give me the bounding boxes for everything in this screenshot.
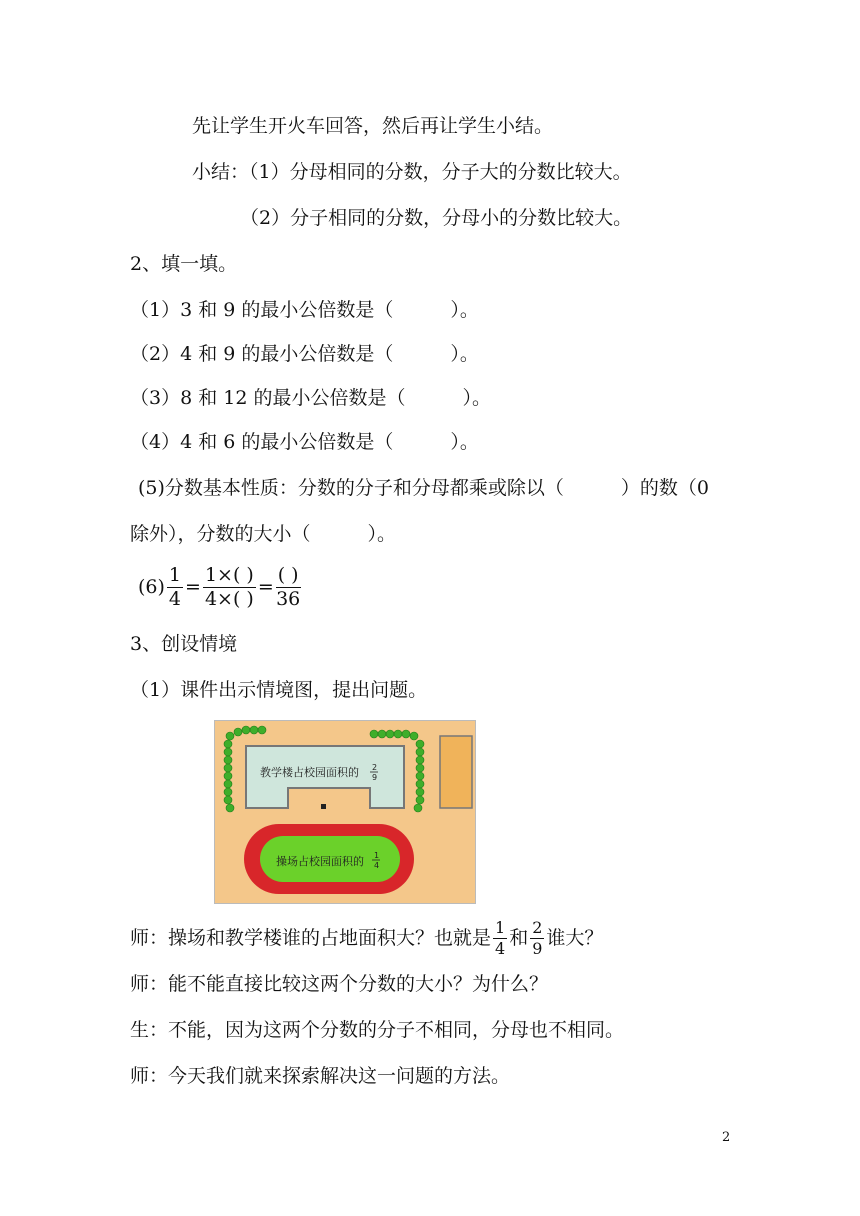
section-heading-2: 2、填一填。	[130, 253, 238, 275]
fill-item-5-cont: 除外），分数的大小（ ）。	[130, 523, 397, 545]
fill-item-3: （3）8 和 12 的最小公倍数是（ ）。	[130, 387, 491, 409]
field-label: 操场占校园面积的	[276, 855, 364, 868]
equals-sign: =	[185, 576, 201, 598]
teacher-question: 师：能不能直接比较这两个分数的大小？为什么？	[130, 973, 549, 995]
building-label: 教学楼占校园面积的	[260, 766, 359, 779]
fill-item-2: （2）4 和 9 的最小公倍数是（ ）。	[130, 343, 479, 365]
building-fraction-num: 2	[372, 763, 378, 772]
equals-sign: =	[257, 576, 274, 598]
fraction-one-quarter: $\frac{1}{4}$	[168, 563, 182, 610]
campus-illustration	[214, 720, 476, 904]
fraction-over-36: $\frac{( )}{36}$	[276, 563, 301, 610]
gate-marker	[321, 804, 326, 809]
scenario-line: （1）课件出示情境图，提出问题。	[130, 679, 428, 701]
fill-item-4: （4）4 和 6 的最小公倍数是（ ）。	[130, 431, 479, 453]
teacher-statement: 师：今天我们就来探索解决这一问题的方法。	[130, 1065, 511, 1087]
fraction-equation	[138, 558, 303, 614]
question-line	[130, 914, 603, 960]
question-prefix: 师：操场和教学楼谁的占地面积大？也就是	[130, 927, 492, 949]
field-fraction-num: 1	[374, 851, 380, 860]
field-fraction-den: 4	[374, 861, 380, 870]
fill-item-5: (5)分数基本性质：分数的分子和分母都乘或除以（ ）的数（0	[138, 477, 710, 499]
fraction-one-quarter-inline: $\frac{1}{4}$	[495, 917, 506, 958]
summary-line-2: （2）分子相同的分数，分母小的分数比较大。	[240, 207, 633, 229]
building-fraction-den: 9	[372, 773, 378, 782]
page-number: 2	[722, 1130, 731, 1145]
summary-line-1: 小结：（1）分母相同的分数，分子大的分数比较大。	[192, 161, 632, 183]
question-suffix: 谁大？	[546, 927, 604, 949]
section-heading-3: 3、创设情境	[130, 633, 238, 655]
side-building	[440, 736, 472, 808]
fill-item-1: （1）3 和 9 的最小公倍数是（ ）。	[130, 299, 479, 321]
question-and: 和	[509, 927, 529, 949]
text-line-1: 先让学生开火车回答，然后再让学生小结。	[192, 115, 554, 137]
fraction-expansion: $\frac{1\times( )}{4\times( )}$	[204, 563, 254, 610]
fraction-two-ninths-inline: $\frac{2}{9}$	[532, 917, 543, 958]
equation-label: (6)	[138, 576, 165, 598]
student-answer: 生：不能，因为这两个分数的分子不相同，分母也不相同。	[130, 1019, 625, 1041]
